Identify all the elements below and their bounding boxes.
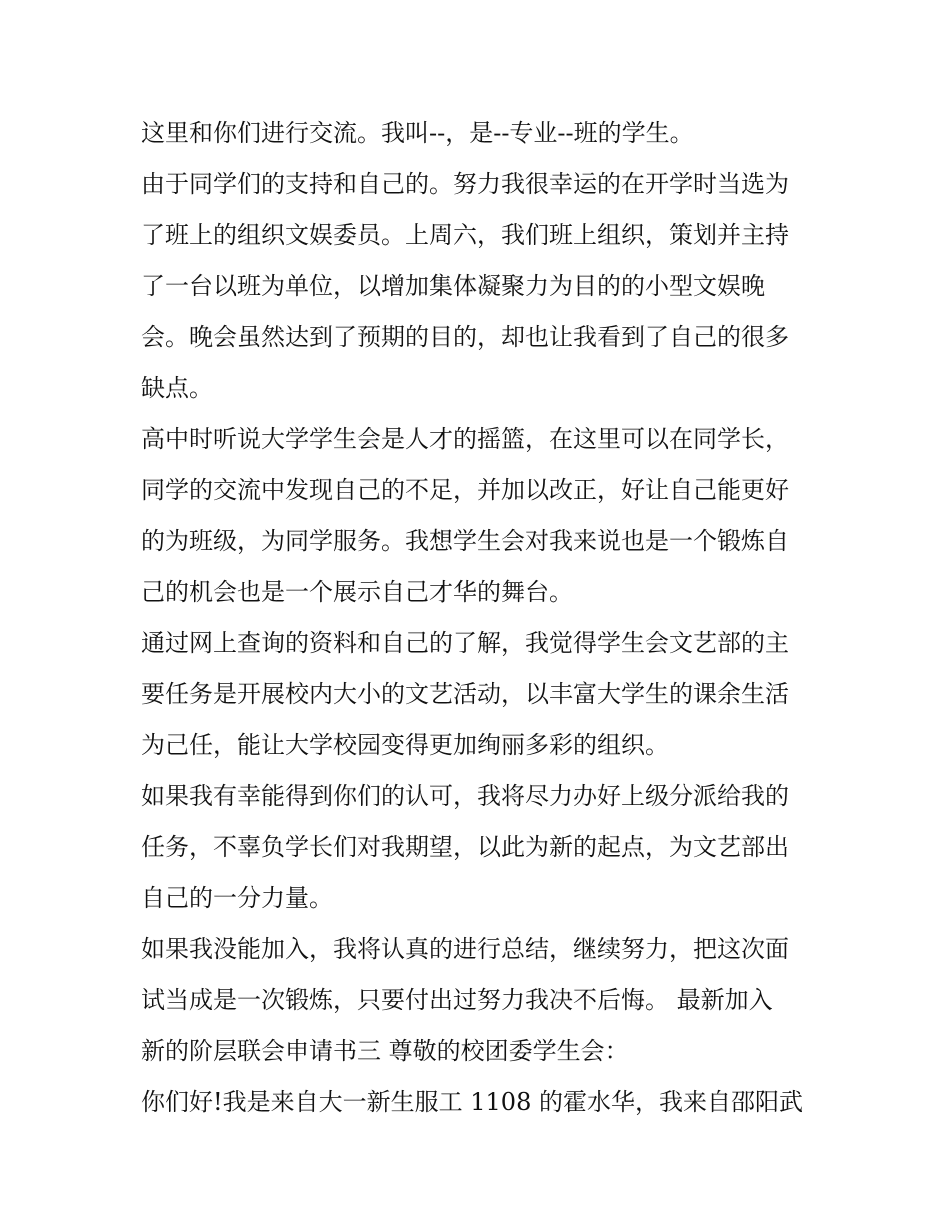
text-line: 任务，不辜负学长们对我期望，以此为新的起点，为文艺部出 — [141, 833, 789, 861]
text-line: 要任务是开展校内大小的文艺活动，以丰富大学生的课余生活 — [141, 680, 789, 708]
text-line: 试当成是一次锻炼，只要付出过努力我决不后悔。 最新加入 — [141, 986, 773, 1014]
text-line: 为己任，能让大学校园变得更加绚丽多彩的组织。 — [141, 731, 669, 759]
text-line: 了班上的组织文娱委员。上周六，我们班上组织，策划并主持 — [141, 221, 789, 249]
text-line: 己的机会也是一个展示自己才华的舞台。 — [141, 578, 573, 606]
text-line: 自己的一分力量。 — [141, 884, 333, 912]
text-line: 这里和你们进行交流。我叫--，是--专业--班的学生。 — [141, 119, 694, 147]
document-body — [141, 108, 821, 1128]
text-line: 的为班级，为同学服务。我想学生会对我来说也是一个锻炼自 — [141, 527, 789, 555]
text-line: 会。晚会虽然达到了预期的目的，却也让我看到了自己的很多 — [141, 323, 789, 351]
text-line: 你们好!我是来自大一新生服工 1108 的霍水华，我来自邵阳武 — [141, 1088, 803, 1116]
text-line: 由于同学们的支持和自己的。努力我很幸运的在开学时当选为 — [141, 170, 789, 198]
text-line: 通过网上查询的资料和自己的了解，我觉得学生会文艺部的主 — [141, 629, 789, 657]
text-line: 缺点。 — [141, 374, 213, 402]
text-line: 如果我有幸能得到你们的认可，我将尽力办好上级分派给我的 — [141, 782, 789, 810]
text-line: 了一台以班为单位，以增加集体凝聚力为目的的小型文娱晚 — [141, 272, 765, 300]
text-line: 如果我没能加入，我将认真的进行总结，继续努力，把这次面 — [141, 935, 789, 963]
text-line: 高中时听说大学学生会是人才的摇篮，在这里可以在同学长， — [141, 425, 789, 453]
text-line: 新的阶层联会申请书三 尊敬的校团委学生会： — [141, 1037, 629, 1065]
text-line: 同学的交流中发现自己的不足，并加以改正，好让自己能更好 — [141, 476, 789, 504]
